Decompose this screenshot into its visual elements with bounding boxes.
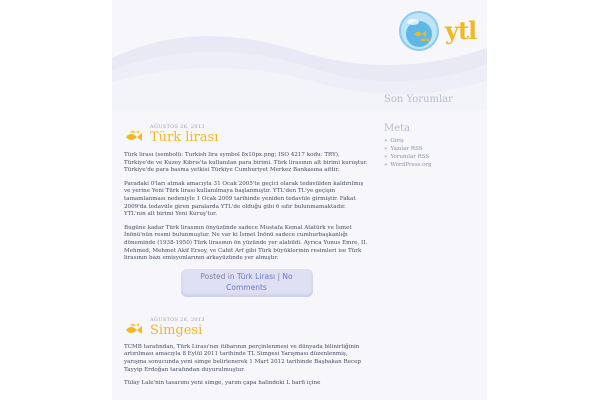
post-paragraph: Bugüne kadar Türk lirasının önyüzünde sadece Mustafa Kemal Atatürk ve İsmet İnönü'nün resmi bulunmuştur. Ne var ki İsmet İnönü sadece cumhurbaşkanlığı döneminde (1938-1950) Türk lirasının ön yüzünde yer alabildi. Ayrıca Yunus Emre, II. Mehmed, Mehmet Akif Ersoy, ve Cahit Arf gibi Türk büyüklerinin resimleri ise Türk lirasının bazı emisyonlarının arkayüzünde yer almıştır. — [124, 224, 368, 262]
post-body — [124, 344, 369, 388]
recent-comments-heading: Son Yorumlar — [384, 94, 453, 105]
sidebar — [384, 94, 484, 169]
post-title[interactable]: Türk lirası — [150, 130, 219, 145]
post-date: AĞUSTOS 26, 2013 — [150, 124, 205, 130]
meta-heading: Meta — [384, 123, 411, 134]
post-paragraph: TCMB tarafından, Türk Lirası'nın itibarının perçinlenmesi ve dünyada bilinirliğinin artırılması amacıyla 8 Eylül 2011 tarihinde TL Simgesi Yarışması düzenlenmiş, yarışma sonucunda yeni simge belirlenerek 1 Mart 2012 tarihinde Başbakan Recep Tayyip Erdoğan tarafından duyurulmuştur. — [124, 343, 362, 373]
post-header — [124, 317, 369, 339]
comments-link[interactable]: No Comments — [226, 271, 293, 292]
post-meta-box — [181, 269, 313, 297]
post — [124, 317, 369, 388]
category-link[interactable]: Türk Lirası — [237, 271, 276, 281]
site-title[interactable]: ytl — [445, 16, 477, 45]
meta-link-posts-rss[interactable]: » Yazılar RSS — [384, 145, 484, 153]
post-date: AĞUSTOS 26, 2013 — [150, 316, 205, 323]
meta-separator: | — [277, 271, 281, 281]
post-paragraph: Tülay Lale'nin tasarımı yeni simge, yarım çapa halindeki L harfi içine — [124, 380, 321, 387]
meta-list — [384, 137, 484, 169]
post-paragraph: Türk lirası (sembolü: Turkish lira symbol 8x10px.png; ISO 4217 kodu: TRY), Türkiye'de ve Kuzey Kıbrıs'ta kullanılan para birimi. Türk lirasının alt birimi kuruştur. Türkiye'de para basma yetkisi Türkiye Cumhuriyet Merkez Bankasına aittir. — [124, 152, 368, 174]
post — [124, 124, 369, 297]
meta-link-login[interactable]: » Giriş — [384, 137, 484, 145]
fishbowl-logo-icon[interactable] — [398, 10, 440, 52]
posted-in-label: Posted in — [200, 271, 235, 281]
fish-icon — [124, 128, 146, 142]
post-paragraph: Paradaki 0'ları atmak amacıyla 31 Ocak 2005'te geçici olarak tedavülden kaldırılmış ve yerine Yeni Türk lirası kullanılmaya başlanmıştır. YTL'den TL'ye geçişin tamamlanması nedeniyle 1 Ocak 2009 tarihinde yeniden tedavüle girmiştir. Fakat 2009'da tedavüle giren paralarda YTL'de olduğu gibi 6 sıfır bulunmamaktadır. YTL'nin alt birimi Yeni Kuruş'tur. — [124, 180, 364, 218]
meta-link-comments-rss[interactable]: » Yorumlar RSS — [384, 153, 484, 161]
post-header — [124, 124, 369, 146]
meta-link-wordpress[interactable]: » WordPress.org — [384, 161, 484, 169]
post-body — [124, 152, 369, 263]
main-content — [124, 124, 369, 408]
fish-icon — [124, 321, 146, 335]
post-title[interactable]: Simgesi — [150, 322, 203, 338]
